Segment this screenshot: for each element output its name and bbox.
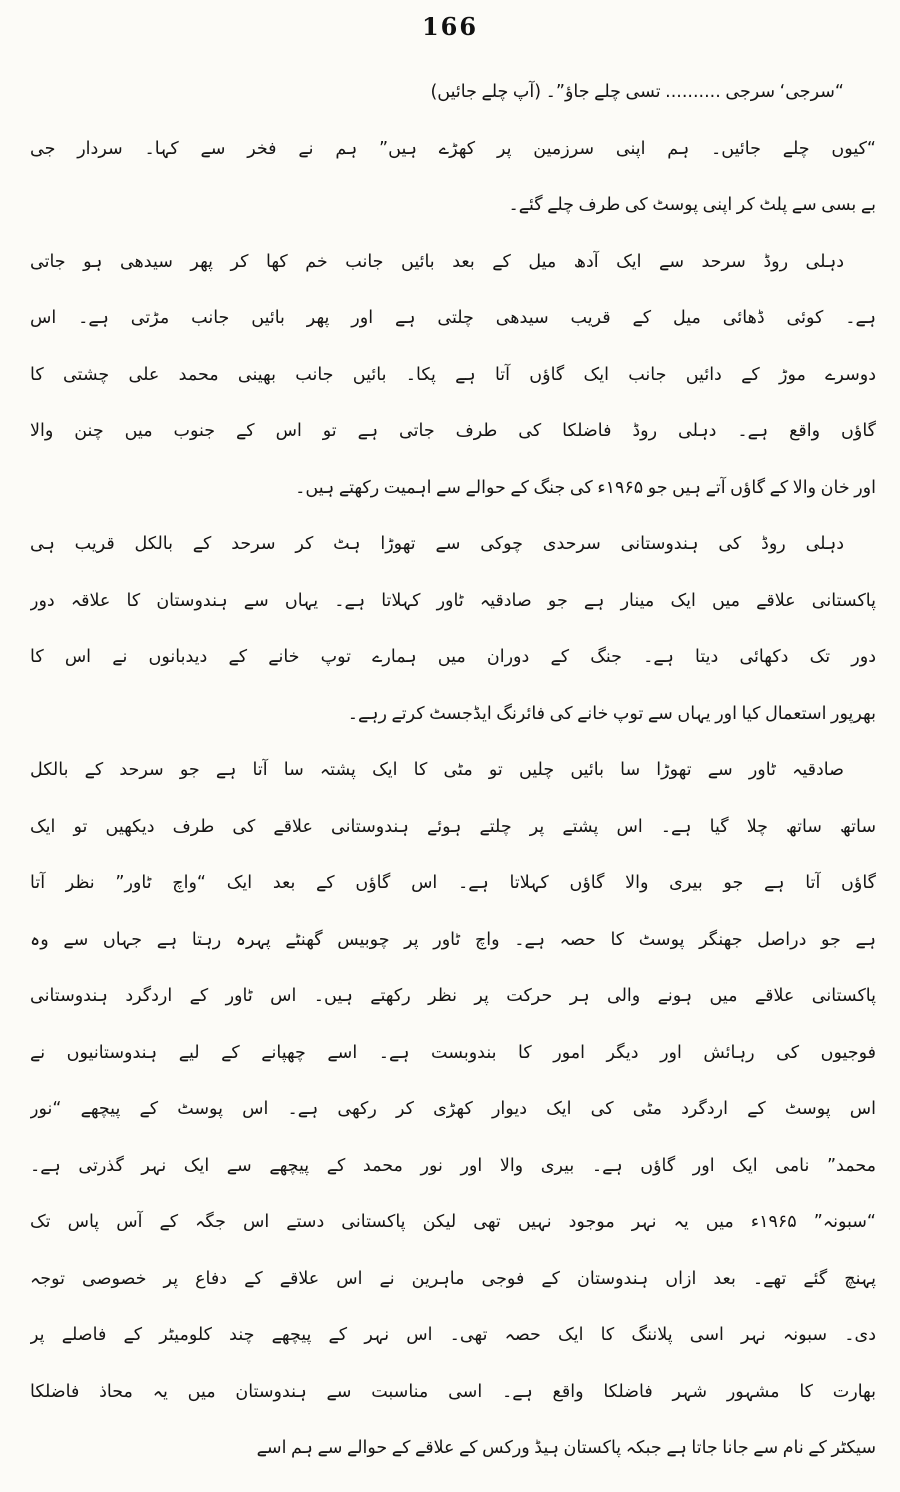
text-line: بھرپور استعمال کیا اور یہاں سے توپ خانے کی فائرنگ ایڈجسٹ کرتے رہے۔ bbox=[347, 703, 876, 724]
text-line: دور تک دکھائی دیتا ہے۔ جنگ کے دوران میں ہمارے توپ خانے کے دیدبانوں نے اس کا bbox=[30, 647, 876, 667]
text-line: “سرجی‘ سرجی .......... تسی چلے جاؤ”۔ (آپ چلے جائیں) bbox=[430, 82, 844, 102]
text-line: بے بسی سے پلٹ کر اپنی پوسٹ کی طرف چلے گئے۔ bbox=[508, 195, 876, 215]
text-line: صادقیہ ٹاور سے تھوڑا سا بائیں چلیں تو مٹی کا ایک پشتہ سا آتا ہے جو سرحد کے بالکل bbox=[30, 760, 844, 780]
text-line: ہے جو دراصل جھنگر پوسٹ کا حصہ ہے۔ واچ ٹاور پر چوبیس گھنٹے پہرہ رہتا ہے جہاں سے وہ bbox=[30, 929, 876, 950]
text-line: دہلی روڈ کی ہندوستانی سرحدی چوکی سے تھوڑا ہٹ کر سرحد کے بالکل قریب ہی bbox=[30, 534, 844, 554]
text-line: ہے۔ کوئی ڈھائی میل کے قریب سیدھی چلتی ہے اور پھر بائیں جانب مڑتی ہے۔ اس bbox=[30, 308, 876, 328]
paragraph bbox=[30, 121, 876, 234]
text-line: گاؤں آتا ہے جو بیری والا گاؤں کہلاتا ہے۔ اس گاؤں کے بعد ایک “واچ ٹاور” نظر آتا bbox=[30, 873, 876, 893]
paragraph bbox=[30, 742, 876, 1477]
text-line: دی۔ سبونہ نہر اسی پلاننگ کا ایک حصہ تھی۔ اس نہر کے پیچھے چند کلومیٹر کے فاصلے پر bbox=[30, 1325, 876, 1345]
text-line: گاؤں واقع ہے۔ دہلی روڈ فاضلکا کی طرف جاتی ہے تو اس کے جنوب میں چنن والا bbox=[30, 421, 876, 441]
text-line: محمد” نامی ایک اور گاؤں ہے۔ بیری والا اور نور محمد کے پیچھے سے ایک نہر گذرتی ہے۔ bbox=[30, 1155, 876, 1176]
text-line: سیکٹر کے نام سے جانا جاتا ہے جبکہ پاکستان ہیڈ ورکس کے علاقے کے حوالے سے ہم اسے bbox=[256, 1438, 876, 1458]
page-number: 166 bbox=[421, 12, 479, 41]
text-line: “کیوں چلے جائیں۔ ہم اپنی سرزمین پر کھڑے ہیں” ہم نے فخر سے کہا۔ سردار جی bbox=[30, 138, 876, 159]
text-line: دوسرے موڑ کے دائیں جانب ایک گاؤں آتا ہے پکا۔ بائیں جانب بھینی محمد علی چشتی کا bbox=[30, 364, 876, 385]
paragraph bbox=[30, 64, 876, 121]
text-line: اور خان والا کے گاؤں آتے ہیں جو ۱۹۶۵ء کی جنگ کے حوالے سے اہمیت رکھتے ہیں۔ bbox=[295, 477, 876, 498]
text-line: اس پوسٹ کے اردگرد مٹی کی ایک دیوار کھڑی کر رکھی ہے۔ اس پوسٹ کے پیچھے “نور bbox=[30, 1099, 876, 1119]
paragraph bbox=[30, 234, 876, 517]
text-line: ساتھ ساتھ چلا گیا ہے۔ اس پشتے پر چلتے ہوئے ہندوستانی علاقے کی طرف دیکھیں تو ایک bbox=[30, 816, 876, 837]
text-line: پاکستانی علاقے میں ایک مینار ہے جو صادقیہ ٹاور کہلاتا ہے۔ یہاں سے ہندوستان کا علاقہ دور bbox=[30, 590, 876, 611]
text-line: پہنچ گئے تھے۔ بعد ازاں ہندوستان کے فوجی ماہرین نے اس علاقے کے دفاع پر خصوصی توجہ bbox=[30, 1268, 876, 1289]
paragraph bbox=[30, 516, 876, 742]
text-line: پاکستانی علاقے میں ہونے والی ہر حرکت پر نظر رکھتے ہیں۔ اس ٹاور کے اردگرد ہندوستانی bbox=[30, 986, 876, 1006]
text-body bbox=[30, 64, 876, 1477]
text-line: “سبونہ” ۱۹۶۵ء میں یہ نہر موجود نہیں تھی لیکن پاکستانی دستے اس جگہ کے آس پاس تک bbox=[30, 1212, 876, 1232]
text-line: بھارت کا مشہور شہر فاضلکا واقع ہے۔ اسی مناسبت سے ہندوستان میں یہ محاذ فاضلکا bbox=[30, 1381, 876, 1402]
text-line: دہلی روڈ سرحد سے ایک آدھ میل کے بعد بائیں جانب خم کھا کر پھر سیدھی ہو جاتی bbox=[30, 251, 844, 272]
text-line: فوجیوں کی رہائش اور دیگر امور کا بندوبست ہے۔ اسے چھپانے کے لیے ہندوستانیوں نے bbox=[30, 1042, 876, 1063]
